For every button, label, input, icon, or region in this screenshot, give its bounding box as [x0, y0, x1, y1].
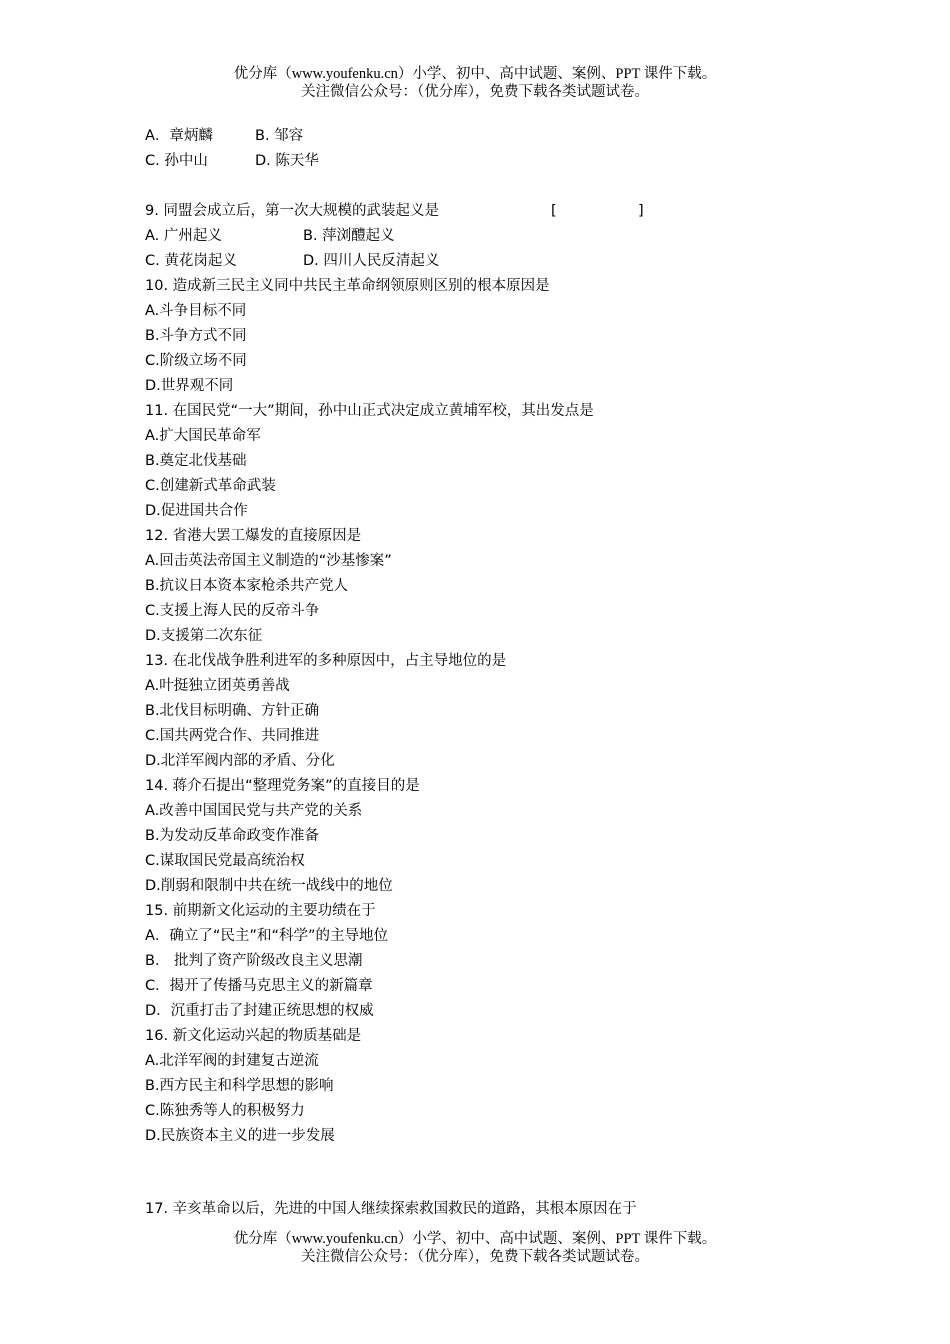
q9-option-b: B. 萍浏醴起义 — [303, 228, 395, 244]
q9-question — [145, 202, 665, 220]
q14-option-d: D.削弱和限制中共在统一战线中的地位 — [145, 878, 393, 894]
q12-option-b: B.抗议日本资本家枪杀共产党人 — [145, 578, 349, 594]
q13-option-c: C.国共两党合作、共同推进 — [145, 728, 320, 744]
q15-option-b: B． 批判了资产阶级改良主义思潮 — [145, 953, 363, 969]
q13-option-a: A.叶挺独立团英勇善战 — [145, 678, 290, 694]
q12-option-d: D.支援第二次东征 — [145, 628, 263, 644]
q14-stem: 14. 蒋介石提出“整理党务案”的直接目的是 — [145, 778, 420, 794]
q9-stem: 9. 同盟会成立后，第一次大规模的武装起义是 — [145, 203, 439, 219]
page-footer — [0, 1230, 950, 1266]
header-line-2: 关注微信公众号：（优分库），免费下载各类试题试卷。 — [301, 84, 649, 100]
q15-option-d: D．沉重打击了封建正统思想的权威 — [145, 1003, 374, 1019]
q15-option-c: C．揭开了传播马克思主义的新篇章 — [145, 978, 373, 994]
q14-option-c: C.谋取国民党最高统治权 — [145, 853, 305, 869]
q8-options-row-1 — [145, 127, 303, 145]
q15-stem: 15. 前期新文化运动的主要功绩在于 — [145, 903, 376, 919]
q8-option-b: B. 邹容 — [255, 128, 304, 144]
header-line-1: 优分库（www.youfenku.cn）小学、初中、高中试题、案例、PPT 课件下载。 — [233, 66, 717, 82]
q11-option-b: B.奠定北伐基础 — [145, 453, 247, 469]
q11-option-a: A.扩大国民革命军 — [145, 428, 261, 444]
q10-option-b: B.斗争方式不同 — [145, 328, 247, 344]
q8-option-c: C. 孙中山 — [145, 153, 208, 169]
q16-option-b: B.西方民主和科学思想的影响 — [145, 1078, 334, 1094]
q13-option-b: B.北伐目标明确、方针正确 — [145, 703, 320, 719]
q12-option-c: C.支援上海人民的反帝斗争 — [145, 603, 320, 619]
q8-option-a: A．章炳麟 — [145, 128, 213, 144]
answer-bracket-open: [ — [551, 203, 557, 219]
answer-bracket-close: ] — [638, 203, 644, 219]
q8-option-d: D. 陈天华 — [255, 153, 319, 169]
q16-option-d: D.民族资本主义的进一步发展 — [145, 1128, 335, 1144]
q16-option-a: A.北洋军阀的封建复古逆流 — [145, 1053, 319, 1069]
q13-option-d: D.北洋军阀内部的矛盾、分化 — [145, 753, 335, 769]
q16-option-c: C.陈独秀等人的积极努力 — [145, 1103, 305, 1119]
q14-option-a: A.改善中国国民党与共产党的关系 — [145, 803, 363, 819]
q10-option-d: D.世界观不同 — [145, 378, 234, 394]
page-header — [0, 65, 950, 101]
q12-option-a: A.回击英法帝国主义制造的“沙基惨案” — [145, 553, 392, 569]
q9-option-c: C. 黄花岗起义 — [145, 253, 237, 269]
q9-options-row-1 — [145, 227, 395, 245]
q9-option-d: D. 四川人民反清起义 — [303, 253, 440, 269]
q16-stem: 16. 新文化运动兴起的物质基础是 — [145, 1028, 362, 1044]
q12-stem: 12. 省港大罢工爆发的直接原因是 — [145, 528, 362, 544]
q9-option-a: A. 广州起义 — [145, 228, 222, 244]
q17-stem: 17. 辛亥革命以后，先进的中国人继续探索救国救民的道路，其根本原因在于 — [145, 1201, 637, 1217]
q8-options-row-2 — [145, 152, 319, 170]
q10-stem: 10. 造成新三民主义同中共民主革命纲领原则区别的根本原因是 — [145, 278, 550, 294]
q11-option-c: C.创建新式革命武装 — [145, 478, 276, 494]
q9-options-row-2 — [145, 252, 439, 270]
q14-option-b: B.为发动反革命政变作准备 — [145, 828, 320, 844]
q10-option-c: C.阶级立场不同 — [145, 353, 247, 369]
footer-line-2: 关注微信公众号：（优分库），免费下载各类试题试卷。 — [301, 1249, 649, 1265]
q10-option-a: A.斗争目标不同 — [145, 303, 247, 319]
q13-stem: 13. 在北伐战争胜利进军的多种原因中，占主导地位的是 — [145, 653, 507, 669]
footer-line-1: 优分库（www.youfenku.cn）小学、初中、高中试题、案例、PPT 课件下载。 — [233, 1231, 717, 1247]
q11-option-d: D.促进国共合作 — [145, 503, 248, 519]
q11-stem: 11. 在国民党“一大”期间，孙中山正式决定成立黄埔军校，其出发点是 — [145, 403, 594, 419]
q15-option-a: A．确立了“民主”和“科学”的主导地位 — [145, 928, 388, 944]
